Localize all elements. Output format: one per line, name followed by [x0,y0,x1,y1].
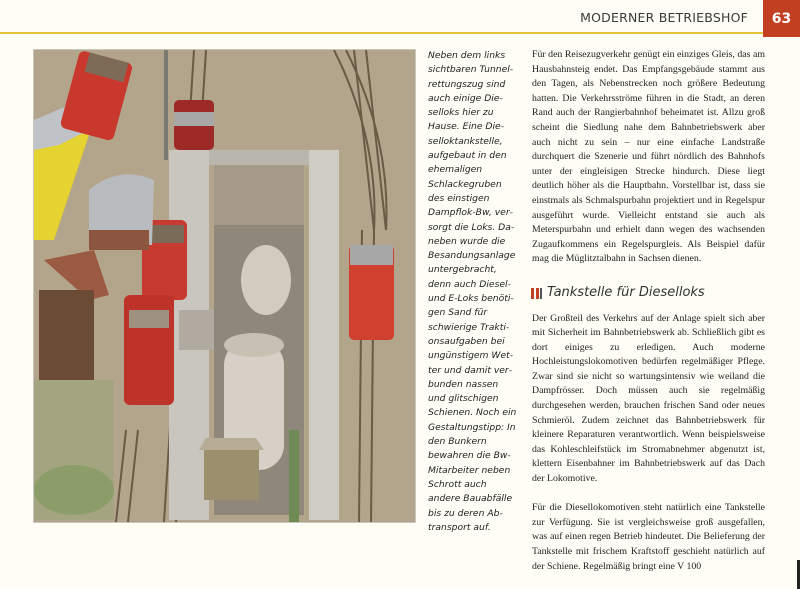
header-rule [0,32,765,34]
running-title: MODERNER BETRIEBSHOF [580,10,748,25]
caption-text: Neben dem links sichtbaren Tunnelrettungszug sind auch einige Dieselloks hier zu Hause. Eine Dieselloktankstelle, aufgebaut in den ehemaligen Schlackegruben des einstigen Dampflok-Bw, versorgt die Loks. Daneben wurde die Besandungsanlage untergebracht, denn auch Diesel- und E-Loks benötigen Sand für schwierige Traktionsaufgaben bei ungünstigem Wetter und damit verbunden nassen und glitschigen Schienen. Noch ein Gestaltungstipp: In den Bunkern bewahren die Bw-Mitarbeiter neben Schrott auch andere Bauabfälle bis zu deren Abtransport auf. [428,50,517,533]
photo-caption [428,49,518,535]
body-column [532,48,765,589]
heading-bars-icon [531,288,542,299]
section-heading [531,286,765,301]
page-number: 63 [771,10,792,27]
body-paragraph-1: Für den Reisezugverkehr genügt ein einziges Gleis, das am Hausbahnsteig endet. Das Empfangsgebäude stammt aus den Tagen, als Nebenstrecken noch größere Bedeutung hatten. Die Verkehrsströme führen in die Stadt, an deren Rand auch der Rangierbahnhof beheimatet ist. Allzu groß scheint die Siedlung nahe dem Bahnbetriebswerk aber auch nicht zu sein – nur eine einfache Landstraße durchquert die Szenerie und führt nördlich des Bahnhofs unter der eingleisigen Strecke hindurch. Diese liegt deutlich höher als die Hauptbahn. Vorstellbar ist, dass sie einstmals als Schmalspurbahn projektiert und in Regelspur ausgeführt wurde. Vielleicht entstand sie auch als Meterspurbahn und erhielt dann wegen des wachsenden Zugaufkommens ein Regelspurgleis. Als Beispiel dafür mag die Müglitztalbahn in Sachsen dienen. [532,49,765,265]
page-number-tab [763,0,800,37]
depot-photo [33,49,416,523]
photo-illustration [34,50,415,522]
body-paragraph-2: Der Großteil des Verkehrs auf der Anlage spielt sich aber mit Sicherheit im Bahnbetriebswerk ab. Schließlich gibt es dort einiges zu erledigen. Auch moderne Hochleistungslokomotiven bedürfen regelmäßiger Pflege. Zwar sind sie nicht so wartungsintensiv wie weiland die Dampfrösser. Doch müssen auch sie regelmäßig durchgesehen werden, brauchen frischen Sand oder neues Schmieröl. Zudem zeichnet das Bahnbetriebswerk für kleinere Reparaturen verantwortlich. Wenn beispielsweise das Kohleschleifstück im Stromabnehmer abgenutzt ist, klettern Eisenbahner im Bahnbetriebswerk auf das Dach der Lokomotive. [532,312,765,485]
section-heading-text: Tankstelle für Dieselloks [547,284,705,300]
body-paragraph-3: Für die Diesellokomotiven steht natürlich eine Tankstelle zur Verfügung. Sie ist vergleichsweise groß ausgefallen, was auf einen regen Betrieb hindeutet. Die Belieferung der Tankstelle mit frischem Kraftstoff geschieht natürlich auf der Schiene. Regelmäßig bringt eine V 100 [532,502,765,572]
